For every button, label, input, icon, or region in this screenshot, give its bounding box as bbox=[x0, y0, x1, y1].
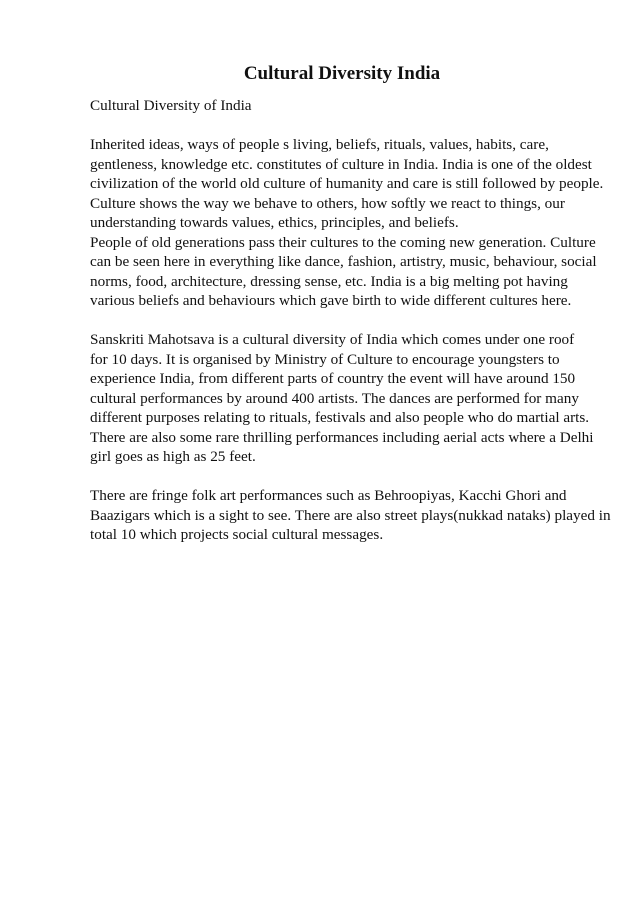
paragraph-1-line: can be seen here in everything like dance, fashion, artistry, music, behaviour, social bbox=[90, 253, 597, 270]
paragraph-gap bbox=[90, 311, 610, 331]
paragraph-1-line: various beliefs and behaviours which gave birth to wide different cultures here. bbox=[90, 292, 572, 309]
paragraph-2-line: girl goes as high as 25 feet. bbox=[90, 448, 256, 465]
document-body bbox=[90, 96, 610, 545]
document-subtitle: Cultural Diversity of India bbox=[90, 97, 252, 114]
paragraph-2-line: different purposes relating to rituals, festivals and also people who do martial arts. bbox=[90, 409, 590, 426]
paragraph-1-line: Culture shows the way we behave to others, how softly we react to things, our bbox=[90, 194, 565, 212]
paragraph-2-line: Sanskriti Mahotsava is a cultural diversity of India which comes under one roof bbox=[90, 331, 575, 348]
paragraph-2-line: for 10 days. It is organised by Ministry of Culture to encourage youngsters to bbox=[90, 350, 560, 368]
document-title: Cultural Diversity India bbox=[243, 63, 441, 84]
paragraph-2-line: cultural performances by around 400 artists. The dances are performed for many bbox=[90, 389, 579, 407]
paragraph-1-line: gentleness, knowledge etc. constitutes of culture in India. India is one of the oldest bbox=[90, 155, 592, 173]
paragraph-1-line: People of old generations pass their cultures to the coming new generation. Culture bbox=[90, 233, 596, 251]
paragraph-gap bbox=[90, 467, 610, 487]
paragraph-1 bbox=[90, 135, 610, 311]
paragraph-1-line: understanding towards values, ethics, principles, and beliefs. bbox=[90, 214, 459, 231]
paragraph-3-line: total 10 which projects social cultural messages. bbox=[90, 526, 384, 543]
paragraph-2 bbox=[90, 330, 610, 467]
paragraph-3-line: There are fringe folk art performances such as Behroopiyas, Kacchi Ghori and bbox=[90, 487, 567, 504]
paragraph-3-line: Baazigars which is a sight to see. There are also street plays(nukkad nataks) played in bbox=[90, 506, 611, 524]
paragraph-1-line: norms, food, architecture, dressing sense, etc. India is a big melting pot having bbox=[90, 272, 568, 290]
paragraph-gap bbox=[90, 116, 610, 136]
paragraph-1-line: civilization of the world old culture of humanity and care is still followed by people. bbox=[90, 175, 604, 192]
paragraph-3 bbox=[90, 486, 610, 545]
paragraph-2-line: experience India, from different parts of country the event will have around 150 bbox=[90, 370, 576, 387]
paragraph-1-line: Inherited ideas, ways of people s living, beliefs, rituals, values, habits, care, bbox=[90, 136, 549, 153]
paragraph-2-line: There are also some rare thrilling performances including aerial acts where a Delhi bbox=[90, 428, 594, 446]
